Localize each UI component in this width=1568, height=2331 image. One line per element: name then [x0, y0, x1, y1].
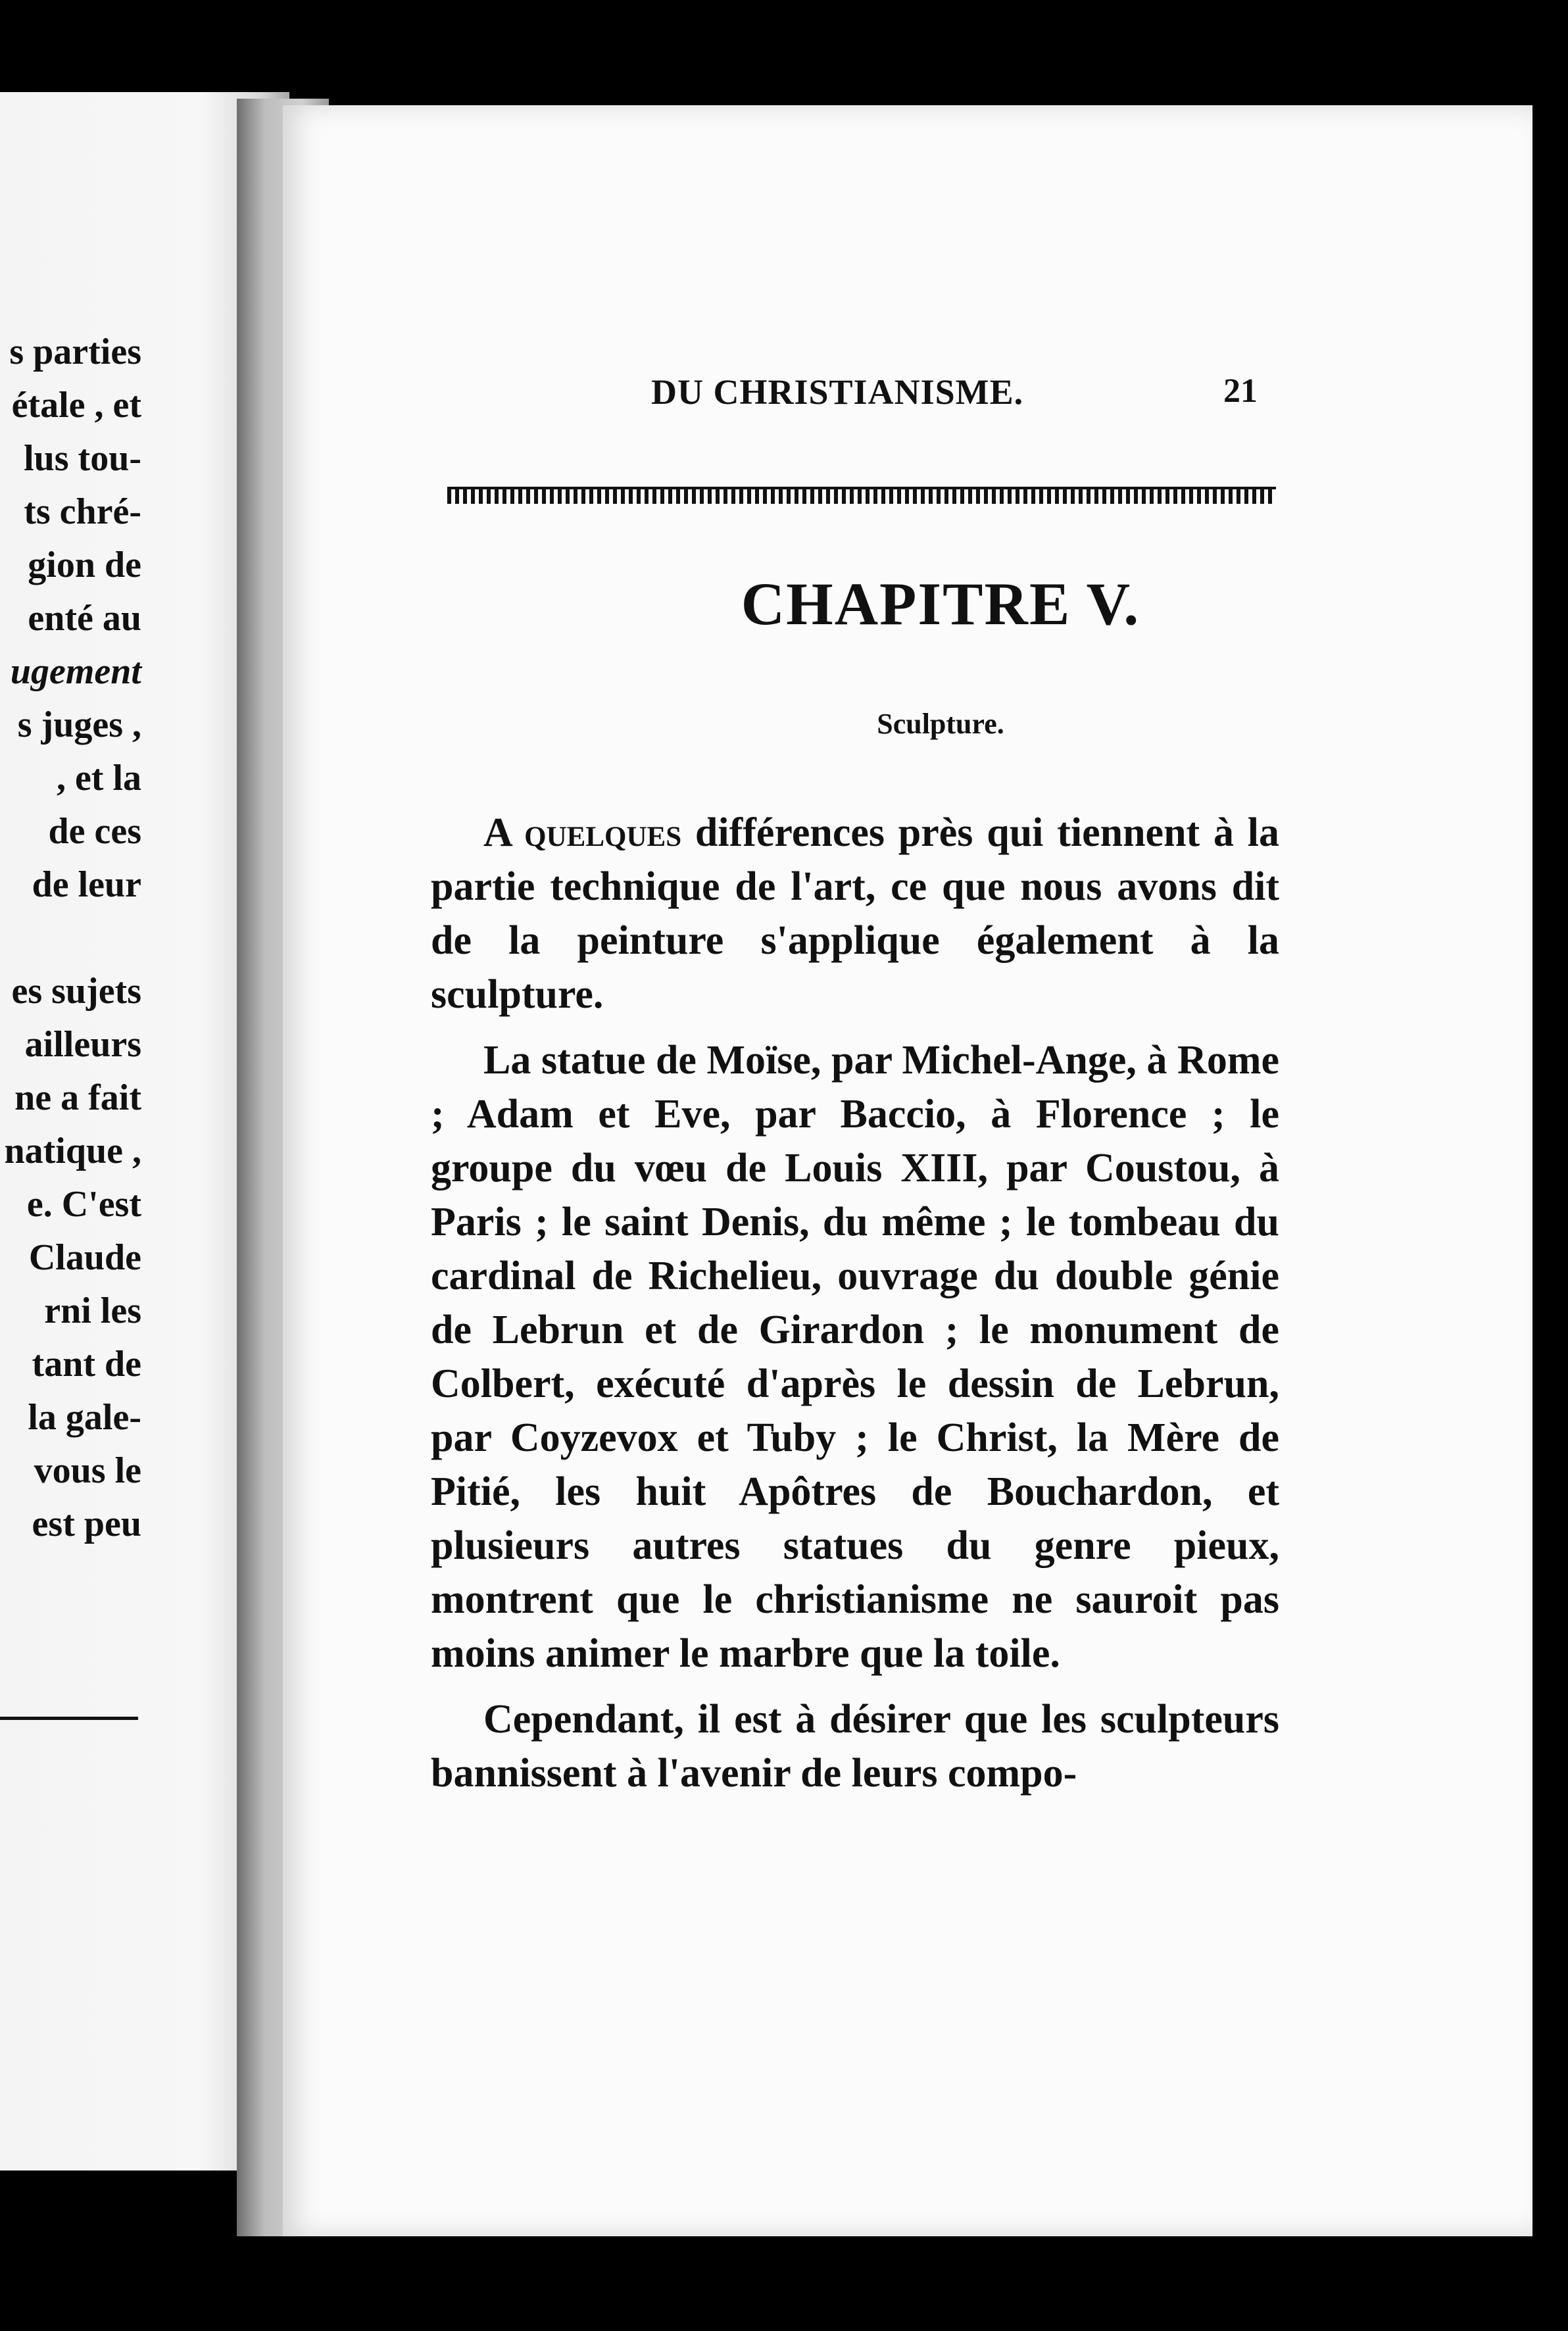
- left-line: est peu: [32, 1504, 141, 1544]
- left-line: de ces: [48, 811, 141, 852]
- left-line: e. C'est: [26, 1184, 141, 1225]
- paragraph-2: La statue de Moïse, par Michel-Ange, à Rome ; Adam et Eve, par Baccio, à Florence ; le groupe du vœu de Louis XIII, par Coustou, à Paris ; le saint Denis, du même ; le tombeau du cardinal de Richelieu, ouvrage du double génie de Lebrun et de Girardon ; le monument de Colbert, exécuté d'après le dessin de Lebrun, par Coyzevox et Tuby ; le Christ, la Mère de Pitié, les huit Apôtres de Bouchardon, et plusieurs autres statues du genre pieux, montrent que le christianisme ne sauroit pas moins animer le marbre que la toile.: [431, 1038, 1279, 1676]
- chapter-subtitle: Sculpture.: [877, 708, 1004, 740]
- left-line: es sujets: [11, 971, 141, 1012]
- left-line: ne a fait: [14, 1077, 141, 1118]
- page-number: 21: [1223, 372, 1258, 410]
- left-line: la gale-: [28, 1397, 141, 1438]
- body-text: [431, 806, 1279, 1800]
- left-line: tant de: [32, 1344, 141, 1385]
- ornamental-rule: [447, 487, 1276, 504]
- paragraph-1: [431, 806, 1279, 1021]
- left-line: ts chré-: [24, 491, 141, 532]
- left-line: s juges ,: [17, 704, 141, 745]
- left-line: s parties: [9, 331, 141, 372]
- chapter-title: CHAPITRE V.: [741, 570, 1140, 637]
- paragraph-3: Cependant, il est à désirer que les sculpteurs bannissent à l'avenir de leurs compo-: [431, 1697, 1279, 1796]
- left-page-text: [0, 326, 141, 1551]
- left-page-footnote-rule: [0, 1717, 138, 1720]
- left-line: , et la: [56, 758, 141, 798]
- scan-edge-border: [1542, 125, 1568, 2295]
- left-line: vous le: [34, 1450, 141, 1491]
- left-line: Claude: [28, 1237, 141, 1278]
- paragraph-1-lead: A: [483, 810, 525, 855]
- left-line: de leur: [32, 864, 141, 905]
- left-line: ugement: [10, 651, 141, 692]
- left-line: natique ,: [4, 1131, 141, 1171]
- left-line: [0, 912, 141, 965]
- paragraph-1-smallcaps: quelques: [524, 810, 682, 855]
- left-line: gion de: [28, 545, 141, 585]
- paragraph-1-rest: différences près qui tiennent à la partie technique de l'art, ce que nous avons dit de la peinture s'applique également à la sculpture.: [431, 810, 1279, 1017]
- left-line: lus tou-: [24, 438, 141, 479]
- left-line: ailleurs: [24, 1024, 141, 1065]
- left-line: enté au: [28, 598, 141, 639]
- running-head: DU CHRISTIANISME.: [651, 372, 1024, 412]
- left-line: étale , et: [11, 385, 141, 426]
- left-line: rni les: [44, 1290, 141, 1331]
- right-page: [283, 105, 1532, 2236]
